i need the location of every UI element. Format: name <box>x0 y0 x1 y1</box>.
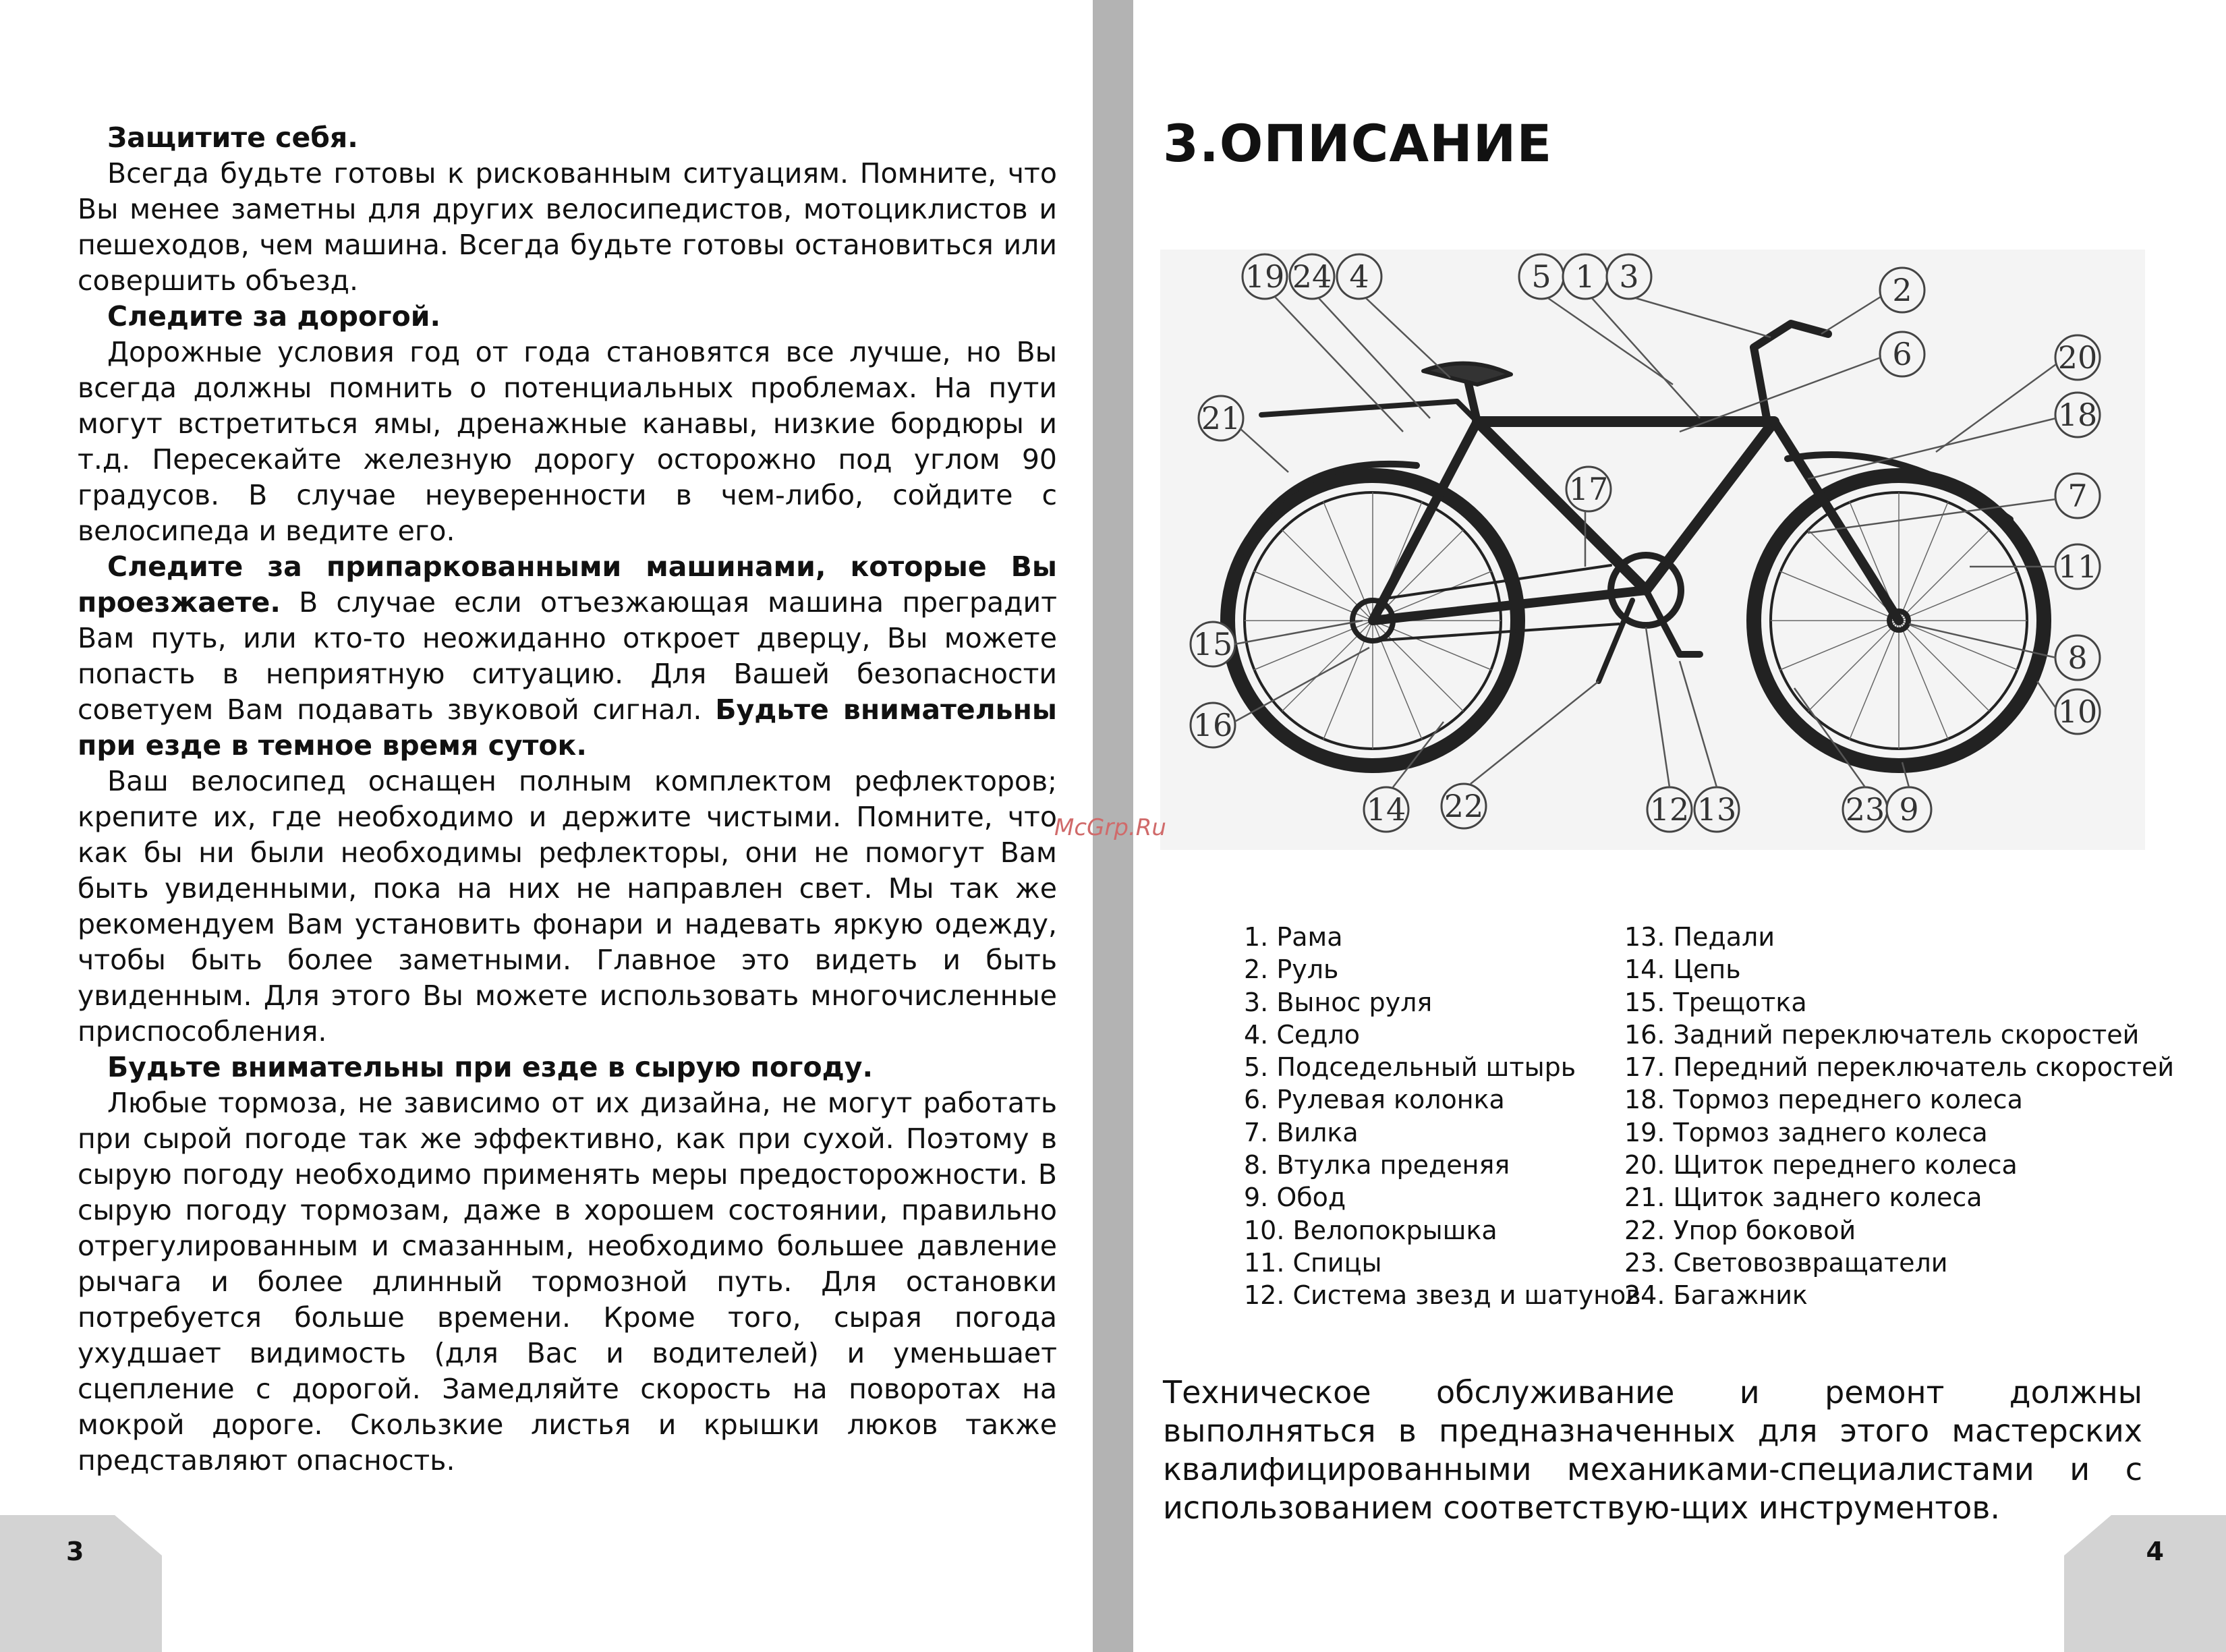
callout-17: 17 <box>1568 471 1609 507</box>
callout-3: 3 <box>1619 258 1639 295</box>
list-item: 23. Световозвращатели <box>1624 1247 1948 1278</box>
list-item: 24. Багажник <box>1624 1280 1808 1311</box>
maintenance-note: Техническое обслуживание и ремонт должны выполняться в предназначенных для этого мастерских квалифицированными механиками-специалистами и с использованием соответствую-щих инструментов. <box>1163 1374 2142 1526</box>
watermark-link[interactable]: McGrp.Ru <box>1054 814 1166 841</box>
right-page <box>1133 0 2226 1652</box>
callout-2: 2 <box>1892 272 1912 308</box>
list-item: 4. Седло <box>1244 1019 1361 1050</box>
list-item: 19. Тормоз заднего колеса <box>1624 1117 1988 1147</box>
left-page <box>0 0 1093 1652</box>
callout-5: 5 <box>1531 258 1551 295</box>
list-item: 18. Тормоз переднего колеса <box>1624 1085 2023 1115</box>
callout-15: 15 <box>1193 626 1233 662</box>
paragraph-protect: Всегда будьте готовы к рискованным ситуациям. Помните, что Вы менее заметны для других велосипедистов, мотоциклистов и пешеходов, чем машина. Всегда будьте готовы остановиться или совершить объезд. <box>78 157 1057 297</box>
parts-list-left <box>1244 921 1641 1312</box>
callout-23: 23 <box>1845 791 1885 828</box>
list-item: 21. Щиток заднего колеса <box>1624 1183 1982 1213</box>
bicycle-illustration <box>1160 250 2145 850</box>
section-title: 3.ОПИСАНИЕ <box>1163 113 1553 173</box>
list-item: 10. Велопокрышка <box>1244 1215 1497 1245</box>
callout-9: 9 <box>1899 791 1919 828</box>
callout-8: 8 <box>2067 639 2088 676</box>
list-item: 16. Задний переключатель скоростей <box>1624 1019 2140 1050</box>
list-item: 13. Педали <box>1624 922 1775 952</box>
callout-14: 14 <box>1366 791 1406 828</box>
page-number-right: 4 <box>2146 1537 2164 1566</box>
callout-4: 4 <box>1349 258 1369 295</box>
callout-6: 6 <box>1892 336 1912 372</box>
list-item: 5. Подседельный штырь <box>1244 1052 1576 1083</box>
paragraph-parked-cars: Следите за припаркованными машинами, которые Вы проезжаете. В случае если отъезжающая машина преградит Вам путь, или кто-то неожиданно откроет дверцу, Вы можете попасть в неприятную ситуацию. Для Вашей безопасности советуем Вам подавать звуковой сигнал. Будьте внимательны при езде в темное время суток. <box>78 550 1057 762</box>
paragraph-road: Дорожные условия год от года становятся все лучше, но Вы всегда должны помнить о потенциальных проблемах. На пути могут встретиться ямы, дренажные канавы, низкие бордюры и т.д. Пересекайте железную дорогу осторожно под углом 90 градусов. В случае неуверенности в чем-либо, сойдите с велосипеда и ведите его. <box>78 336 1057 547</box>
callout-19: 19 <box>1245 258 1285 295</box>
list-item: 2. Руль <box>1244 955 1339 985</box>
list-item: 9. Обод <box>1244 1183 1346 1213</box>
callout-13: 13 <box>1696 791 1737 828</box>
page-tab-right <box>2064 1515 2226 1652</box>
callout-16: 16 <box>1193 707 1233 743</box>
list-item: 20. Щиток переднего колеса <box>1624 1150 2018 1180</box>
safety-text <box>78 120 1057 1479</box>
paragraph-wet: Любые тормоза, не зависимо от их дизайна, не могут работать при сырой погоде так же эффективно, как при сухой. Поэтому в сырую погоду необходимо применять меры предосторожности. В сырую погоду тормозам, даже в хорошем состоянии, правильно отрегулированным и смазанным, необходимо большее давление рычага и более длинный тормозной путь. Для остановки потребуется больше времени. Кроме того, сырая погода ухудшает видимость (для Вас и водителей) и уменьшает сцепление с дорогой. Замедляйте скорость на поворотах на мокрой дороге. Скользкие листья и крышки люков также представляют опасность. <box>78 1087 1057 1477</box>
callout-12: 12 <box>1649 791 1690 828</box>
callout-24: 24 <box>1292 258 1332 295</box>
paragraph-reflectors: Ваш велосипед оснащен полным комплектом рефлекторов; крепите их, где необходимо и держите чистыми. Помните, что как бы ни были необходимы рефлекторы, они не помогут Вам быть увиденными, пока на них не направлен свет. Мы так же рекомендуем Вам установить фонари и надевать яркую одежду, чтобы быть более заметными. Главное это видеть и быть увиденным. Для этого Вы можете использовать многочисленные приспособления. <box>78 765 1057 1048</box>
page-number-left: 3 <box>66 1537 84 1566</box>
parts-list-right <box>1624 921 2174 1312</box>
diagram-background <box>1160 250 2145 850</box>
paragraph-road-head: Следите за дорогой. <box>107 300 441 333</box>
callout-20: 20 <box>2057 339 2098 376</box>
list-item: 8. Втулка преденяя <box>1244 1150 1510 1180</box>
callout-21: 21 <box>1201 400 1241 436</box>
list-item: 6. Рулевая колонка <box>1244 1085 1505 1115</box>
callout-10: 10 <box>2057 693 2098 730</box>
callout-18: 18 <box>2057 397 2098 433</box>
list-item: 1. Рама <box>1244 922 1343 952</box>
list-item: 17. Передний переключатель скоростей <box>1624 1052 2175 1083</box>
callout-7: 7 <box>2067 478 2088 514</box>
list-item: 3. Вынос руля <box>1244 987 1433 1017</box>
list-item: 15. Трещотка <box>1624 987 1807 1017</box>
list-item: 22. Упор боковой <box>1624 1215 1856 1245</box>
paragraph-wet-head: Будьте внимательны при езде в сырую погоду. <box>107 1051 874 1083</box>
list-item: 7. Вилка <box>1244 1117 1359 1147</box>
callout-22: 22 <box>1444 788 1484 824</box>
list-item: 11. Спицы <box>1244 1247 1382 1278</box>
list-item: 14. Цепь <box>1624 955 1741 985</box>
callout-1: 1 <box>1575 258 1595 295</box>
callout-11: 11 <box>2057 548 2098 585</box>
bicycle-diagram <box>1160 250 2145 850</box>
paragraph-protect-head: Защитите себя. <box>107 121 358 154</box>
page-tab-left <box>0 1515 162 1652</box>
list-item: 12. Система звезд и шатунов <box>1244 1280 1641 1311</box>
